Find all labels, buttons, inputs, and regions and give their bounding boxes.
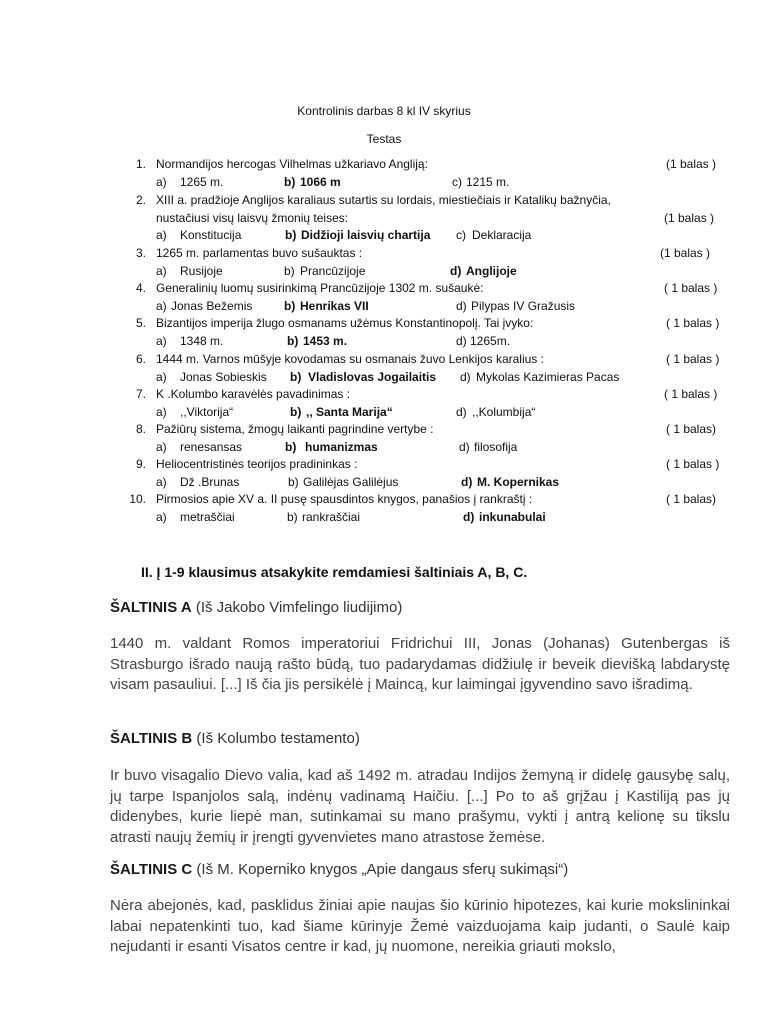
option-text: ,, Santa Marija“ [306, 404, 393, 419]
answer-options [0, 509, 768, 527]
question-number: 10. [129, 492, 146, 506]
answer-options [0, 404, 768, 422]
option-text: Konstitucija [180, 228, 242, 242]
question-text-cont: nustačiusi visų laisvų žmonių teises: [156, 210, 349, 225]
question-3 [0, 245, 768, 280]
answer-options [0, 298, 768, 316]
question-number: 6. [135, 352, 146, 366]
question-number: 4. [135, 281, 146, 295]
option-text: Pilypas IV Gražusis [471, 298, 576, 313]
question-points: (1 balas ) [666, 157, 717, 171]
answer-options [0, 474, 768, 492]
source-note: (Iš Kolumbo testamento) [196, 730, 360, 747]
question-number: 1. [135, 157, 146, 171]
option-letter: b) [288, 474, 299, 489]
question-number: 7. [135, 387, 146, 401]
option-text: Henrikas VII [300, 298, 369, 313]
answer-options [0, 263, 768, 281]
option-text: 1265m. [470, 333, 511, 348]
source-label: ŠALTINIS C [110, 861, 193, 878]
question-6 [0, 351, 768, 386]
question-text: Generalinių luomų susirinkimą Prancūzijoje 1302 m. sušaukė: [156, 281, 484, 295]
option-text: Anglijoje [466, 263, 517, 278]
question-points: (1 balas ) [660, 246, 711, 260]
option-text: Prancūzijoje [300, 263, 366, 278]
question-text: 1265 m. parlamentas buvo sušauktas : [156, 246, 363, 260]
option-letter: a) [156, 174, 167, 189]
option-letter: d) [463, 509, 475, 524]
question-text: Bizantijos imperija žlugo osmanams užėmus Konstantinopolį. Tai įvyko: [156, 316, 534, 330]
question-points: ( 1 balas ) [664, 387, 718, 401]
option-text: 1265 m. [180, 174, 224, 189]
option-text: 1453 m. [303, 333, 348, 348]
question-points: (1 balas ) [664, 210, 715, 225]
option-letter: b) [284, 263, 295, 278]
question-points: ( 1 balas ) [666, 352, 720, 366]
question-text: Normandijos hercogas Vilhelmas užkariavo Angliją: [156, 157, 428, 171]
option-text: ,,Kolumbija“ [472, 404, 536, 419]
option-letter: c) [452, 174, 462, 189]
option-text: metraščiai [180, 509, 235, 524]
source-a-title [110, 599, 730, 616]
source-note: (Iš Jakobo Vimfelingo liudijimo) [195, 599, 403, 616]
question-points: ( 1 balas ) [666, 316, 720, 330]
question-number: 5. [135, 316, 146, 330]
question-points: ( 1 balas) [666, 492, 717, 506]
option-letter: b) [287, 509, 298, 524]
option-text: filosofija [474, 439, 518, 454]
answer-options [0, 369, 768, 387]
question-text: K .Kolumbo karavėlės pavadinimas : [156, 387, 351, 401]
question-text: Pirmosios apie XV a. II pusę spausdintos knygos, panašios į rankraštį : [156, 492, 533, 506]
question-5 [0, 315, 768, 350]
question-text: 1444 m. Varnos mūšyje kovodamas su osmanais žuvo Lenkijos karalius : [156, 352, 544, 366]
option-letter: a) [156, 509, 167, 524]
option-text: Dž .Brunas [180, 474, 240, 489]
option-letter: a) [156, 404, 167, 419]
source-label: ŠALTINIS B [110, 730, 193, 747]
option-text: Galilėjas Galilėjus [303, 474, 399, 489]
question-points: ( 1 balas ) [666, 457, 720, 471]
source-a-text: 1440 m. valdant Romos imperatoriui Fridrichui III, Jonas (Johanas) Gutenbergas iš Strasburgo išrado naują rašto būdą, tuo padarydamas didžiulę ir beveik dievišką labdarystę visam pasauliui. [...] Iš čia jis persikėlė į Maincą, kur laimingai įgyvendino savo išradimą. [110, 635, 730, 693]
option-letter: d) [459, 439, 470, 454]
page-subtitle: Testas [366, 132, 402, 146]
option-letter: b) [284, 298, 296, 313]
question-text: Pažiūrų sistema, žmogų laikanti pagrindine vertybe : [156, 422, 434, 436]
option-letter: d) [456, 404, 467, 419]
option-text: 1215 m. [466, 174, 510, 189]
option-text: Vladislovas Jogailaitis [308, 369, 437, 384]
option-letter: b) [284, 174, 296, 189]
option-letter: a) [156, 439, 167, 454]
question-8 [0, 421, 768, 456]
option-text: Mykolas Kazimieras Pacas [476, 369, 620, 384]
option-letter: d) [450, 263, 462, 278]
source-c-text: Nėra abejonės, kad, pasklidus žiniai apie naujas šio kūrinio hipotezes, kai kurie mokslininkai labai nepatenkinti tuo, kad šiame kūrinyje Žemė vaizduojama kaip judanti, o Saulė kaip nejudanti ir esanti Visatos centre ir kad, jų nuomone, nereikia griauti mokslo, [110, 897, 730, 955]
question-1 [0, 156, 768, 191]
question-2 [0, 192, 768, 245]
question-9 [0, 456, 768, 491]
option-letter: d) [460, 369, 471, 384]
question-points: ( 1 balas ) [664, 281, 718, 295]
source-note: (Iš M. Koperniko knygos „Apie dangaus sferų sukimąsi“) [196, 861, 569, 878]
question-points: ( 1 balas) [666, 422, 717, 436]
source-b-title [110, 730, 730, 747]
option-text: Jonas Bežemis [171, 298, 253, 313]
question-number: 2. [135, 193, 146, 207]
option-text: Didžioji laisvių chartija [301, 228, 431, 242]
answer-options [0, 439, 768, 457]
question-text: Heliocentristinės teorijos pradininkas : [156, 457, 358, 471]
option-text: rankraščiai [302, 509, 361, 524]
source-c-title [110, 861, 730, 878]
question-7 [0, 386, 768, 421]
page-title: Kontrolinis darbas 8 kl IV skyrius [297, 104, 471, 118]
source-b-text: Ir buvo visagalio Dievo valia, kad aš 1492 m. atradau Indijos žemyną ir didelę gausybę salų, jų tarpe Ispanjolos salą, indėnų vadinamą Haičiu. [...] Po to aš grįžau į Kastiliją pas jų didenybes, kurie liepė man, sutinkamai su mano prašymu, vykti į antrą kelionę su tikslu atrasti naujų žemių ir įrengti gyvenvietes mano atrastose žemėse. [110, 767, 730, 846]
question-number: 3. [135, 246, 146, 260]
option-text: 1066 m [300, 174, 341, 189]
option-letter: b) [285, 228, 297, 242]
question-10 [0, 491, 768, 526]
question-number: 8. [135, 422, 146, 436]
option-text: 1348 m. [180, 333, 224, 348]
source-label: ŠALTINIS A [110, 599, 192, 616]
section-heading: II. Į 1-9 klausimus atsakykite remdamiesi šaltiniais A, B, C. [141, 564, 528, 580]
option-letter: a) [156, 298, 167, 313]
option-text: M. Kopernikas [477, 474, 560, 489]
option-letter: d) [456, 298, 467, 313]
question-4 [0, 280, 768, 315]
option-letter: c) [456, 228, 466, 242]
option-letter: d) [456, 333, 467, 348]
option-letter: b) [285, 439, 297, 454]
question-number: 9. [135, 457, 146, 471]
question-text: XIII a. pradžioje Anglijos karaliaus sutartis su lordais, miestiečiais ir Katalikų bažnyčia, [156, 193, 611, 207]
answer-options [0, 333, 768, 351]
answer-options [0, 174, 768, 192]
option-text: Jonas Sobieskis [180, 369, 267, 384]
option-text: renesansas [180, 439, 243, 454]
option-letter: b) [290, 369, 302, 384]
option-text: humanizmas [305, 439, 378, 454]
option-letter: a) [156, 369, 167, 384]
option-letter: a) [156, 228, 167, 242]
option-letter: d) [461, 474, 473, 489]
answer-options [0, 227, 768, 245]
option-letter: b) [287, 333, 299, 348]
option-text: ,,Viktorija“ [180, 404, 234, 419]
option-text: inkunabulai [479, 509, 546, 524]
option-text: Deklaracija [472, 228, 532, 242]
option-text: Rusijoje [180, 263, 223, 278]
option-letter: a) [156, 474, 167, 489]
option-letter: a) [156, 263, 167, 278]
option-letter: a) [156, 333, 167, 348]
option-letter: b) [290, 404, 302, 419]
